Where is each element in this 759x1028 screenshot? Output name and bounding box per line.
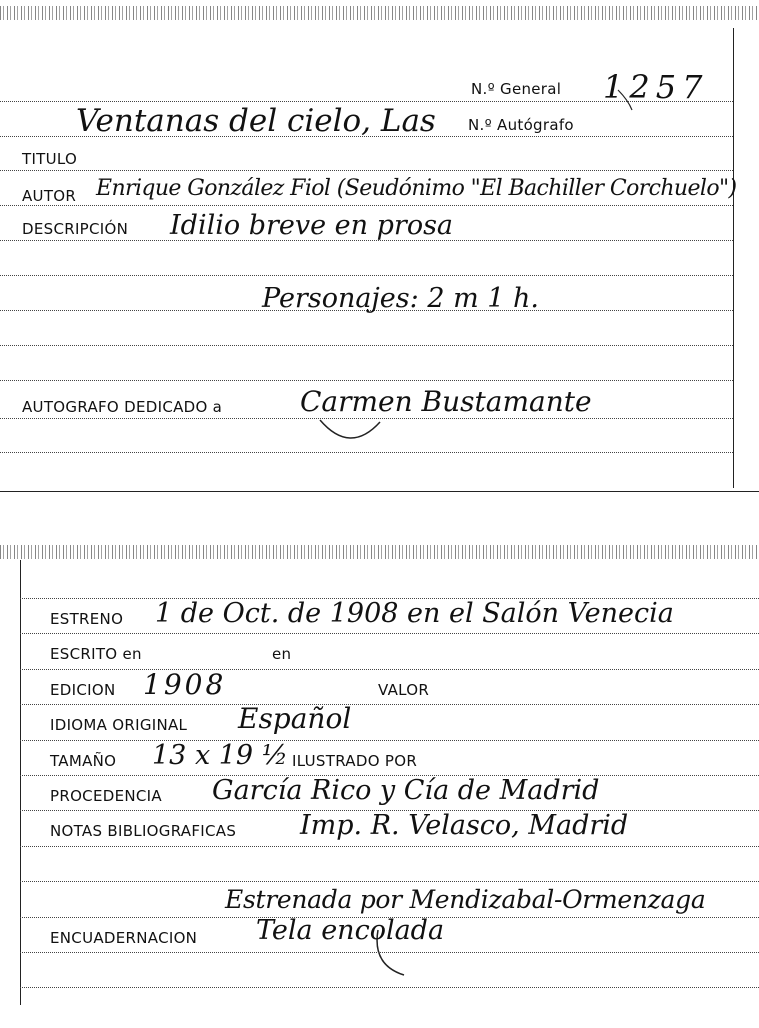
personajes-value: Personajes: 2 m 1 h. (262, 283, 540, 314)
estreno-label: ESTRENO (50, 610, 124, 628)
card2-left-edge (20, 560, 21, 1005)
estreno-value: 1 de Oct. de 1908 en el Salón Venecia (155, 598, 674, 629)
autor-label: AUTOR (22, 187, 77, 205)
procedencia-label: PROCEDENCIA (50, 787, 162, 805)
notas-value: Imp. R. Velasco, Madrid (300, 810, 629, 841)
tamano-label: TAMAÑO (50, 752, 117, 770)
notas-label: NOTAS BIBLIOGRAFICAS (50, 822, 237, 840)
title-value: Ventanas del cielo, Las (76, 103, 436, 139)
escrito-en-label: en (272, 645, 292, 663)
encuadernacion-value: Tela encolada (256, 915, 445, 946)
scan-noise-card2 (0, 545, 759, 559)
ilustrado-label: ILUSTRADO POR (292, 752, 418, 770)
descripcion-label: DESCRIPCIÓN (22, 220, 129, 238)
procedencia-value: García Rico y Cía de Madrid (212, 775, 600, 806)
card2-rule-4 (20, 704, 759, 705)
punch-hole-1 (320, 420, 380, 438)
tamano-value: 13 x 19 ½ (152, 740, 288, 771)
valor-label: VALOR (378, 681, 430, 699)
card2-rule-5 (20, 740, 759, 741)
titulo-label: TITULO (22, 150, 78, 168)
general-number-value: 1257 (603, 68, 709, 106)
estrenada-value: Estrenada por Mendizabal-Ormenzaga (225, 885, 706, 914)
card2-rule-11 (20, 952, 759, 953)
dedicado-value: Carmen Bustamante (300, 385, 592, 418)
card2-rule-2 (20, 633, 759, 634)
autor-value: Enrique González Fiol (Seudónimo "El Bachiller Corchuelo") (96, 176, 737, 201)
card2-rule-3 (20, 669, 759, 670)
encuadernacion-label: ENCUADERNACION (50, 929, 198, 947)
idioma-label: IDIOMA ORIGINAL (50, 716, 188, 734)
idioma-value: Español (238, 702, 352, 735)
card2-rule-8 (20, 846, 759, 847)
general-number-label: N.º General (471, 80, 562, 98)
edicion-value: 1908 (143, 668, 227, 701)
descripcion-value: Idilio breve en prosa (170, 210, 454, 241)
edicion-label: EDICION (50, 681, 116, 699)
escrito-label: ESCRITO en (50, 645, 142, 663)
autografo-number-label: N.º Autógrafo (468, 116, 574, 134)
dedicado-label: AUTOGRAFO DEDICADO a (22, 398, 223, 416)
check-mark (618, 90, 632, 110)
card2-rule-9 (20, 881, 759, 882)
card2-rule-12 (20, 987, 759, 988)
